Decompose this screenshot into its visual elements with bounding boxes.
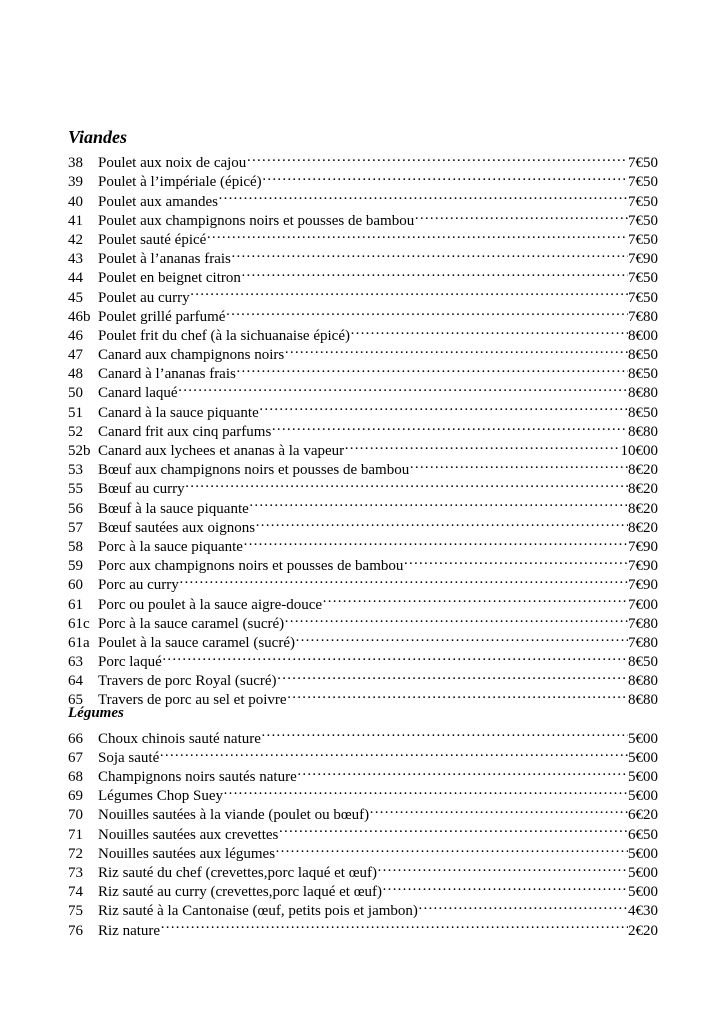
dot-leader [259, 397, 628, 416]
section-title: Légumes [68, 705, 124, 722]
item-number: 40 [68, 193, 83, 210]
dot-leader [218, 186, 628, 205]
item-number: 69 [68, 788, 83, 805]
item-price: 5€00 [628, 788, 658, 805]
item-price: 8€50 [628, 654, 658, 671]
item-name: Porc au curry [98, 577, 179, 594]
item-number: 76 [68, 922, 83, 939]
item-number: 75 [68, 903, 83, 920]
dot-leader [278, 819, 628, 838]
dot-leader [284, 340, 628, 359]
item-price: 7€80 [628, 634, 658, 651]
item-price: 8€80 [628, 673, 658, 690]
item-number: 53 [68, 462, 83, 479]
dot-leader [255, 513, 628, 532]
dot-leader [159, 743, 628, 762]
item-number: 58 [68, 538, 83, 555]
item-number: 73 [68, 864, 83, 881]
item-name: Nouilles sautées aux légumes [98, 845, 276, 862]
item-price: 10€00 [620, 443, 658, 459]
item-name: Poulet au curry [98, 289, 190, 306]
item-number: 44 [68, 270, 83, 287]
item-price: 2€20 [628, 922, 658, 939]
dot-leader [350, 321, 628, 340]
item-list [68, 148, 658, 709]
dot-leader [287, 685, 628, 704]
dot-leader [297, 762, 628, 781]
item-name: Canard à la sauce piquante [98, 404, 259, 421]
item-number: 41 [68, 212, 83, 229]
item-number: 42 [68, 231, 83, 248]
dot-leader [246, 148, 628, 167]
section-viandes [68, 126, 658, 709]
dot-leader [225, 302, 628, 321]
item-price: 6€50 [628, 826, 658, 843]
item-number: 68 [68, 769, 83, 785]
item-number: 52 [68, 423, 83, 440]
item-name: Bœuf aux champignons noirs et pousses de bambou [98, 462, 410, 479]
item-price: 7€90 [628, 577, 658, 594]
dot-leader [418, 896, 628, 915]
item-number: 70 [68, 807, 83, 824]
item-number: 67 [68, 749, 83, 766]
item-number: 38 [68, 155, 83, 172]
item-name: Poulet aux amandes [98, 193, 218, 210]
item-name: Bœuf au curry [98, 481, 185, 498]
item-name: Porc à la sauce caramel (sucré) [98, 615, 285, 632]
item-number: 60 [68, 577, 83, 594]
item-price: 5€00 [628, 769, 658, 785]
dot-leader [275, 839, 628, 858]
item-price: 8€20 [628, 500, 658, 517]
dot-leader [162, 647, 628, 666]
item-price: 7€50 [628, 231, 658, 248]
item-name: Poulet aux champignons noirs et pousses de bambou [98, 212, 415, 229]
dot-leader [249, 493, 628, 512]
item-name: Canard frit aux cinq parfums [98, 423, 272, 440]
item-name: Canard à l’ananas frais [98, 366, 236, 383]
item-price: 7€00 [628, 596, 658, 613]
item-number: 50 [68, 385, 83, 402]
item-number: 61a [68, 634, 90, 651]
item-name: Poulet en beignet citron [98, 270, 241, 287]
dot-leader [262, 167, 628, 186]
dot-leader [261, 723, 628, 742]
item-name: Travers de porc Royal (sucré) [98, 673, 277, 690]
item-price: 5€00 [628, 845, 658, 862]
item-price: 8€80 [628, 692, 658, 709]
dot-leader [206, 225, 628, 244]
dot-leader [241, 263, 628, 282]
dot-leader [179, 570, 628, 589]
item-price: 8€80 [628, 423, 658, 440]
item-name: Porc ou poulet à la sauce aigre-douce [98, 596, 323, 613]
item-name: Canard laqué [98, 385, 178, 402]
item-number: 64 [68, 673, 83, 690]
item-number: 56 [68, 500, 83, 517]
item-price: 8€50 [628, 404, 658, 421]
item-number: 45 [68, 289, 83, 306]
dot-leader [369, 800, 628, 819]
item-price: 5€00 [628, 749, 658, 766]
item-name: Poulet à l’impériale (épicé) [98, 174, 262, 191]
section-legumes [68, 704, 658, 939]
item-name: Porc à la sauce piquante [98, 538, 243, 555]
item-price: 6€20 [628, 807, 658, 824]
dot-leader [284, 609, 628, 628]
item-number: 51 [68, 404, 83, 421]
menu-page [68, 126, 658, 939]
dot-leader [271, 417, 628, 436]
item-price: 8€50 [628, 347, 658, 364]
dot-leader [382, 877, 628, 896]
item-price: 8€20 [628, 519, 658, 536]
item-price: 8€20 [628, 481, 658, 498]
item-number: 39 [68, 174, 83, 191]
item-number: 47 [68, 347, 83, 364]
item-name: Poulet à l’ananas frais [98, 251, 231, 268]
dot-leader [414, 206, 628, 225]
item-name: Porc laqué [98, 654, 162, 671]
item-number: 74 [68, 884, 83, 901]
item-price: 8€80 [628, 385, 658, 402]
item-price: 5€00 [628, 884, 658, 901]
item-name: Travers de porc au sel et poivre [98, 692, 287, 709]
item-name: Canard aux lychees et ananas à la vapeur [98, 443, 345, 459]
item-number: 63 [68, 654, 83, 671]
item-name: Riz nature [98, 922, 161, 939]
item-price: 7€50 [628, 174, 658, 191]
dot-leader [409, 455, 628, 474]
item-number: 48 [68, 366, 83, 383]
menu-item-row [68, 723, 658, 747]
dot-leader [295, 628, 628, 647]
item-name: Canard aux champignons noirs [98, 347, 285, 364]
dot-leader [243, 532, 628, 551]
item-price: 8€00 [628, 327, 658, 344]
item-price: 7€50 [628, 193, 658, 210]
item-number: 46b [68, 308, 91, 325]
dot-leader [403, 551, 628, 570]
item-list [68, 723, 658, 939]
item-price: 7€80 [628, 308, 658, 325]
item-number: 71 [68, 826, 83, 843]
item-number: 59 [68, 558, 83, 575]
dot-leader [377, 858, 628, 877]
item-name: Soja sauté [98, 749, 160, 766]
item-number: 61c [68, 615, 90, 632]
dot-leader [223, 781, 628, 800]
item-price: 7€90 [628, 538, 658, 555]
item-number: 66 [68, 730, 83, 747]
item-name: Poulet grillé parfumé [98, 308, 226, 325]
item-name: Riz sauté à la Cantonaise (œuf, petits pois et jambon) [98, 903, 418, 920]
item-name: Nouilles sautées à la viande (poulet ou bœuf) [98, 807, 370, 824]
item-number: 52b [68, 443, 91, 459]
item-price: 7€50 [628, 155, 658, 172]
item-name: Poulet frit du chef (à la sichuanaise épicé) [98, 327, 350, 344]
dot-leader [231, 244, 628, 263]
item-price: 7€50 [628, 289, 658, 306]
item-name: Poulet sauté épicé [98, 231, 207, 248]
item-name: Riz sauté au curry (crevettes,porc laqué et œuf) [98, 884, 383, 901]
item-number: 55 [68, 481, 83, 498]
item-name: Légumes Chop Suey [98, 788, 223, 805]
item-price: 5€00 [628, 730, 658, 747]
item-name: Champignons noirs sautés nature [98, 769, 297, 785]
item-number: 72 [68, 845, 83, 862]
dot-leader [236, 359, 628, 378]
section-title: Viandes [68, 127, 128, 147]
item-price: 8€20 [628, 462, 658, 479]
item-name: Bœuf à la sauce piquante [98, 500, 249, 517]
item-name: Bœuf sautées aux oignons [98, 519, 256, 536]
dot-leader [344, 436, 620, 455]
item-price: 7€90 [628, 558, 658, 575]
item-number: 46 [68, 327, 83, 344]
dot-leader [160, 915, 628, 934]
item-name: Porc aux champignons noirs et pousses de bambou [98, 558, 404, 575]
dot-leader [322, 589, 628, 608]
item-price: 4€30 [628, 903, 658, 920]
item-number: 57 [68, 519, 83, 536]
item-price: 5€00 [628, 864, 658, 881]
item-name: Poulet aux noix de cajou [98, 155, 247, 172]
item-price: 7€50 [628, 212, 658, 229]
dot-leader [185, 474, 628, 493]
item-name: Riz sauté du chef (crevettes,porc laqué et œuf) [98, 864, 378, 881]
item-number: 43 [68, 251, 83, 268]
item-number: 65 [68, 692, 83, 709]
item-name: Poulet à la sauce caramel (sucré) [98, 634, 295, 651]
dot-leader [190, 282, 628, 301]
item-price: 7€80 [628, 615, 658, 632]
dot-leader [178, 378, 628, 397]
item-price: 7€90 [628, 251, 658, 268]
menu-item-row [68, 148, 658, 172]
item-price: 7€50 [628, 270, 658, 287]
item-number: 61 [68, 596, 83, 613]
dot-leader [277, 666, 628, 685]
item-price: 8€50 [628, 366, 658, 383]
item-name: Nouilles sautées aux crevettes [98, 826, 279, 843]
item-name: Choux chinois sauté nature [98, 730, 261, 747]
